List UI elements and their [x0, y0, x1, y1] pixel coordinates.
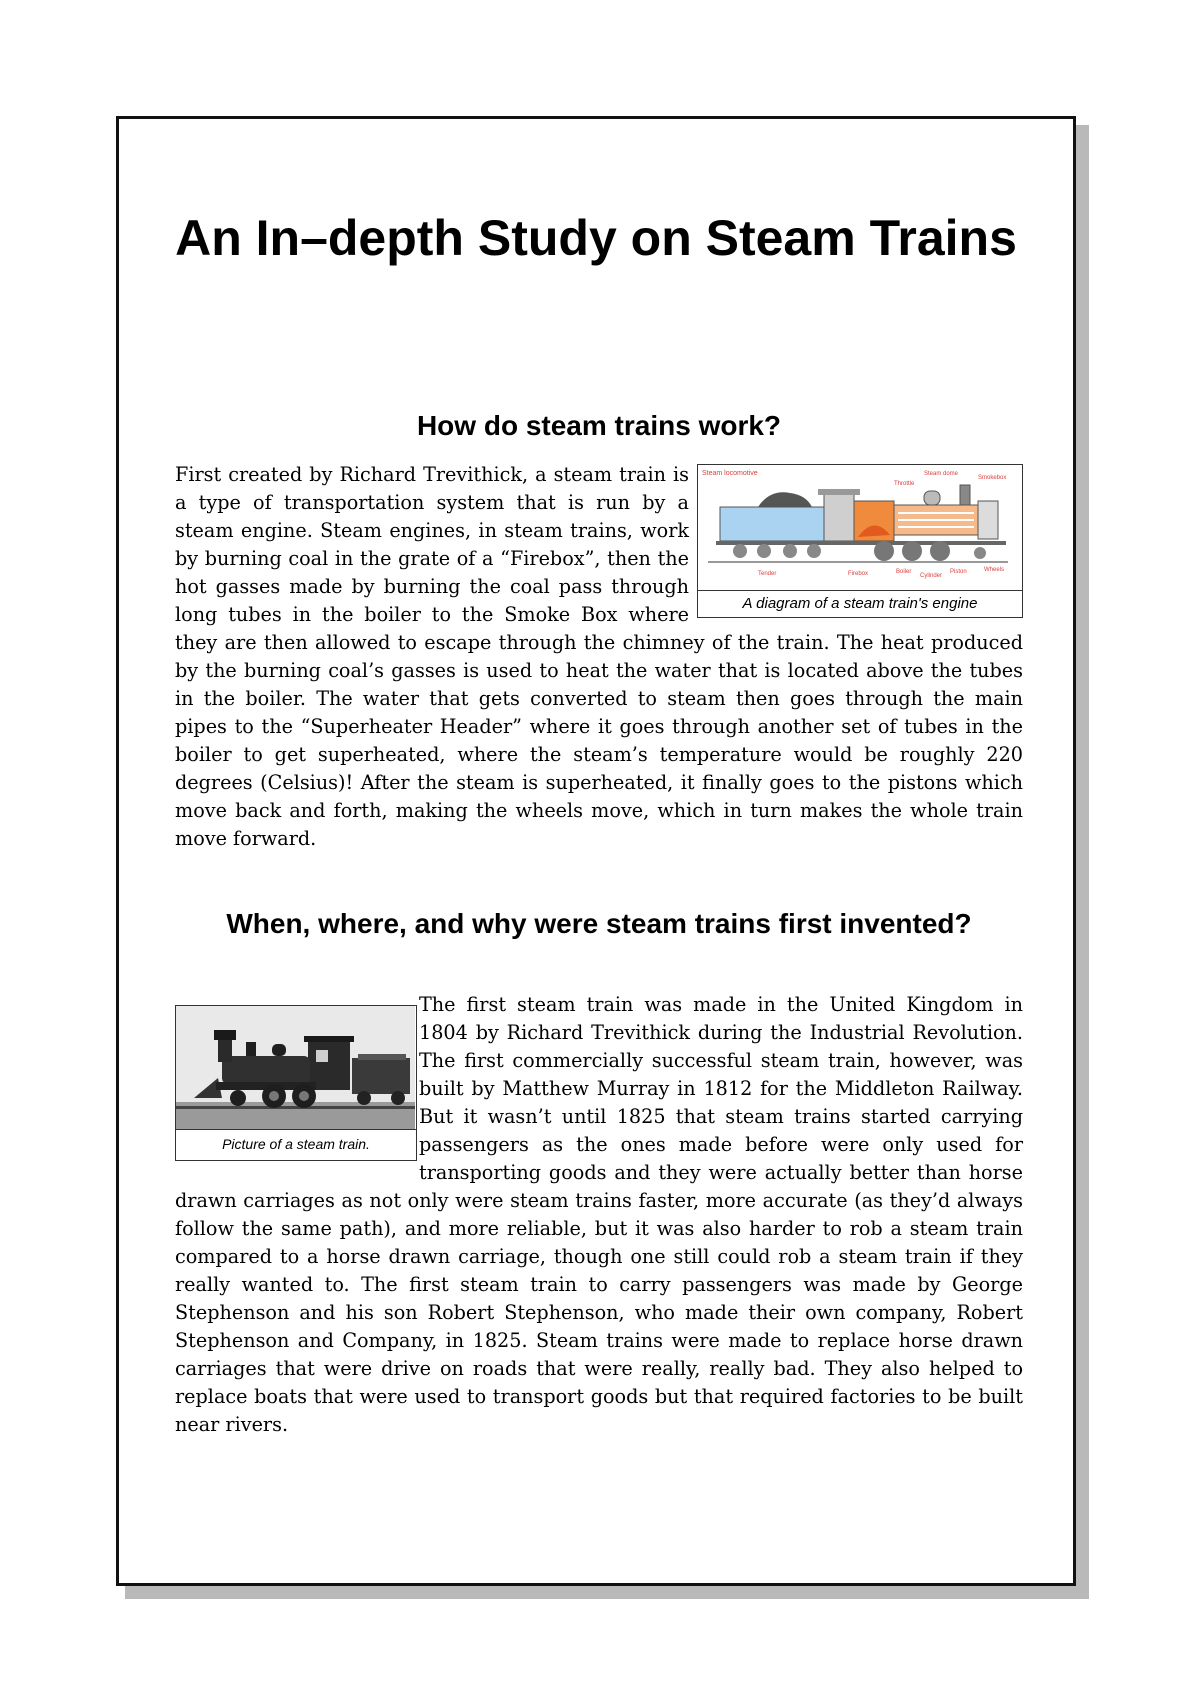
section-heading-history: When, where, and why were steam trains first invented? — [226, 908, 972, 939]
diagram-label-wheels: Wheels — [984, 567, 1005, 573]
steam-train-photo-figure — [175, 1005, 417, 1161]
section-heading-how: How do steam trains work? — [416, 410, 782, 441]
section-body-how-text: First created by Richard Trevithick, a steam train is a type of transportation system that is run by a steam engine. Steam engines, in steam trains, work by burning coal in the grate of a “Firebox”, then the hot gasses made by burning the coal pass through long tubes in the boiler to the Smoke Box where they are then allowed to escape through the chimney of the train. The heat produced by the burning coal’s gasses is used to heat the water that is located above the tubes in the boiler. The water that gets converted to steam then goes through the main pipes to the “Superheater Header” where it goes through another set of tubes in the boiler to get superheated, where the steam’s temperature would be roughly 220 degrees (Celsius)! After the steam is superheated, it finally goes to the pistons which move back and forth, making the wheels move, which in turn makes the whole train move forward. — [175, 463, 1023, 850]
document-page — [116, 116, 1076, 1586]
diagram-label-tender: Tender — [758, 571, 777, 577]
diagram-label-throttle: Throttle — [894, 481, 915, 487]
section-body-history — [175, 991, 1023, 1439]
engine-diagram-figure — [697, 464, 1023, 618]
diagram-label-cylinder: Cylinder — [920, 573, 943, 579]
page-title: An In–depth Study on Steam Trains — [175, 210, 1017, 266]
diagram-label-boiler: Boiler — [896, 569, 912, 575]
steam-train-photo-caption: Picture of a steam train. — [176, 1129, 416, 1160]
engine-diagram-caption: A diagram of a steam train's engine — [698, 590, 1022, 617]
diagram-label-firebox: Firebox — [848, 571, 869, 577]
section-body-how — [175, 461, 1023, 853]
steam-train-photo-image — [176, 1006, 415, 1130]
engine-diagram-image — [698, 465, 1021, 589]
diagram-label-piston: Piston — [950, 569, 967, 575]
diagram-label-smokebox: Smokebox — [978, 475, 1007, 481]
diagram-label-steam-dome: Steam dome — [924, 471, 959, 477]
diagram-label-top-left: Steam locomotive — [702, 470, 758, 477]
section-body-history-text: The first steam train was made in the United Kingdom in 1804 by Richard Trevithick during the Industrial Revolution. The first commercially successful steam train, however, was built by Matthew Murray in 1812 for the Middleton Railway. But it wasn’t until 1825 that steam trains started carrying passengers as the ones made before were only used for transporting goods and they were actually better than horse drawn carriages as not only were steam trains faster, more accurate (as they’d always follow the same path), and more reliable, but it was also harder to rob a steam train compared to a horse drawn carriage, though one still could rob a steam train if they really wanted to. The first steam train to carry passengers was made by George Stephenson and his son Robert Stephenson, who made their own company, Robert Stephenson and Company, in 1825. Steam trains were made to replace horse drawn carriages that were drive on roads that were really, really bad. They also helped to replace boats that were used to transport goods but that required factories to be built near rivers. — [175, 993, 1023, 1436]
